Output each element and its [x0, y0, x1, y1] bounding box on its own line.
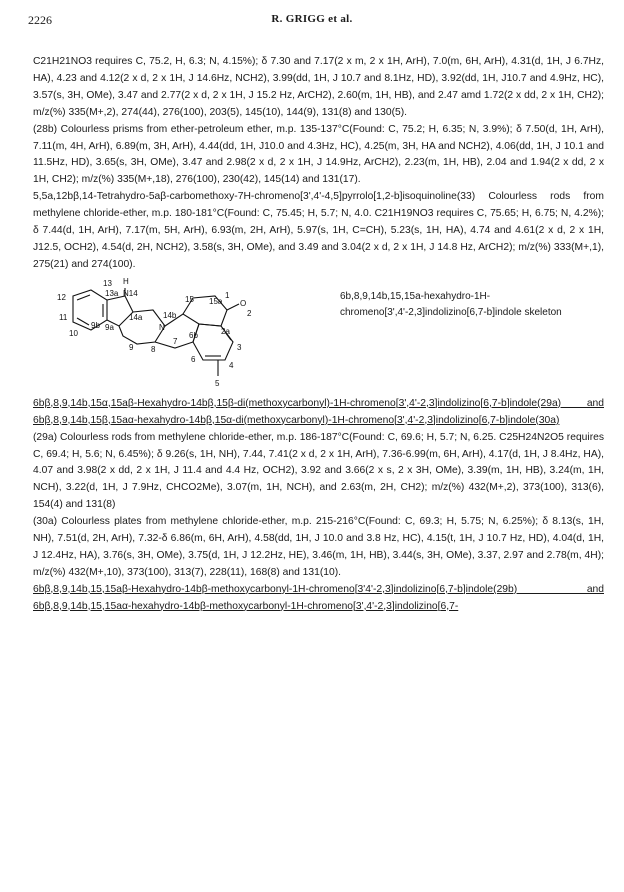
- heading-text: 6bβ,8,9,14b,15,15aβ-Hexahydro-14bβ-methoxycarbonyl-1H-chromeno[3'4'-2,3]indolizino[6,7-b]indole(29b) and 6bβ,8,9,14b,15,15aα-hexahydro-14bβ-methoxycarbonyl-1H-chromeno[3',4'-2,3]indolizino[6,7-: [33, 583, 604, 612]
- paragraph-text: (29a) Colourless rods from methylene chloride-ether, m.p. 186-187°C(Found: C, 69.6; H, 5.7; N, 6.25. C25H24N2O5 requires C, 69.4; H, 5.6; N, 6.45%); δ 9.26(s, 1H, NH), 7.44, 7.41(2 x d, 2 x 1H, ArH), 7.36-6.99(m, 6H, ArH), 4.17(d, 1H, J 8.4Hz, HA), 4.07 and 3.98(2 x dd, 2 x 1H, J 11.4 and 4.4 Hz, OCH2), 3.92 and 3.66(2 x s, 2 x 3H, OMe), 3.39(m, 1H, HB), 3.24(m, 1H, NCH), 3.22(d, 1H, J 7.9Hz, CHCO2Me), 3.07(m, 1H, NCH), and 2.63(m, 2H, CH2); m/z(%) 432(M+,2), 373(100), 313(6), 154(4) and 131(8): [33, 431, 604, 511]
- running-head-authors: R. GRIGG et al.: [271, 13, 353, 25]
- atom-label: 15: [185, 294, 194, 304]
- atom-label: 2: [247, 308, 252, 318]
- atom-label: 13a: [105, 288, 119, 298]
- paragraph-text: (30a) Colourless plates from methylene chloride-ether, m.p. 215-216°C(Found: C, 69.3; H, 5.75; N, 6.25%); δ 8.13(s, 1H, NH), 7.51(d, 2H, ArH), 7.32-δ 6.86(m, 6H, ArH), 4.58(dd, 1H, J 10.0 and 3.8 Hz, HC), 4.15(t, 1H, J 10.7 Hz, HD), 4.04(d, 1H, J 12.4Hz, HA), 3.76(s, 3H, OMe), 3.75(d, 1H, J 12.2Hz, HE), 3.46(m, 1H, HB), 3.44(s, 3H, OMe), 3.37, 2.97 and 2.78(m, 4H); m/z(%) 432(M+,10), 373(100), 313(7), 228(11), 168(8) and 131(10).: [33, 516, 604, 578]
- paragraph-text: 5,5a,12bβ,14-Tetrahydro-5aβ-carbomethoxy-7H-chromeno[3',4'-4,5]pyrrolo[1,2-b]isoquinoline(33) Colourless rods from methylene chloride-ether, m.p. 180-181°C(Found: C, 75.45; H, 5.7; N, 4.0. C21H19NO3 requires C, 75.65; H, 6.75; N, 4.2%); δ 7.44(d, 1H, ArH), 7.17(m, 5H, ArH), 6.93(m, 2H, ArH), 5.97(s, 1H, C=CH), 5.23(s, 1H, HA), 4.74 and 4.61(2 x d, 2 x 1H, J12.5, OCH2), 4.54(d, 2H, NCH2), 3.58(s, 3H, OMe), and 3.49 and 3.04(2 x d, 2 x 1H, J 14.8 Hz, ArCH2); m/z(%) 333(M+,1), 275(21) and 274(100).: [33, 191, 604, 270]
- atom-label: 9b: [91, 320, 100, 330]
- atom-label: 14b: [163, 310, 177, 320]
- paragraph-30a: [33, 514, 604, 582]
- heading-text: 6bβ,8,9,14b,15α,15aβ-Hexahydro-14bβ,15β-di(methoxycarbonyl)-1H-chromeno[3',4'-2,3]indolizino[6,7-b]indole(29a) and 6bβ,8,9,14b,15β,15aα-hexahydro-14bβ,15α-di(methoxycarbonyl)-1H-chromeno[3',4'-2,3]indolizino[6,7-b]indole(30a): [33, 397, 604, 426]
- atom-label: 13: [103, 278, 112, 288]
- atom-label: 5: [215, 378, 220, 388]
- atom-label: O: [240, 298, 247, 308]
- atom-label: N: [159, 322, 165, 332]
- paragraph-text: (28b) Colourless prisms from ether-petroleum ether, m.p. 135-137°C(Found: C, 75.2; H, 6.35; N, 3.9%); δ 7.50(d, 1H, ArH), 7.11(m, 4H, ArH), 6.89(m, 3H, ArH), 4.44(dd, 1H, J10.0 and 4.3Hz, HC), 4.25(m, 3H, HA and NCH2), 4.06(dd, 1H, J 10.1 and 11.5Hz, HD), 3.65(s, 3H, OMe), 3.47 and 2.98(2 x d, 2 x 1H, J 14.9Hz, ArCH2), 2.23(m, 1H, HB), 2.04 and 1.94(2 x dd, 2 x 1H, CH2); m/z(%) 335(M+,18), 276(100), 230(42), 145(14) and 131(17).: [33, 123, 604, 186]
- paragraph-28b: [33, 122, 604, 190]
- atom-label: 14a: [129, 312, 143, 322]
- atom-label: 8: [151, 344, 156, 354]
- paper-body: [33, 54, 604, 616]
- atom-label: 2a: [221, 326, 230, 336]
- atom-label: 6: [191, 354, 196, 364]
- atom-label: 12: [57, 292, 66, 302]
- paragraph-29a: [33, 430, 604, 515]
- atom-label: 9: [129, 342, 134, 352]
- atom-label: 9a: [105, 322, 114, 332]
- paragraph-compound-33: [33, 189, 604, 274]
- skeleton-atom-labels: [33, 276, 333, 388]
- atom-label: N14: [123, 288, 138, 298]
- atom-label: 10: [69, 328, 78, 338]
- page-number: 2226: [28, 13, 52, 27]
- atom-label: 7: [173, 336, 178, 346]
- atom-label: H: [123, 276, 129, 286]
- atom-label: 4: [229, 360, 234, 370]
- atom-label: 6b: [189, 330, 198, 340]
- structure-caption: 6b,8,9,14b,15,15a-hexahydro-1H-chromeno[3',4'-2,3]indolizino[6,7-b]indole skeleton: [340, 290, 562, 318]
- atom-label: 15a: [209, 296, 223, 306]
- paragraph-text: C21H21NO3 requires C, 75.2, H, 6.3; N, 4.15%); δ 7.30 and 7.17(2 x m, 2 x 1H, ArH), 7.0(m, 6H, ArH), 4.31(d, 1H, J 6.7Hz, HA), 4.23 and 4.12(2 x d, 2 x 1H, J 14.6Hz, NCH2), 3.99(dd, 1H, J 10.7 and 8.1Hz, HD), 3.92(dd, 1H, J10.7 and 4.9Hz, HC), 3.57(s, 3H, OMe), 3.47 and 2.77(2 x d, 2 x 1H, J 15.2 Hz, ArCH2), 2.60(m, 1H, HB), and 2.47 amd 1.72(2 x dd, 2 x 1H, CH2); m/z(%) 335(M+,2), 274(44), 276(100), 203(5), 145(10), 144(9), 131(8) and 130(5).: [33, 56, 604, 118]
- compound-heading-29a-30a: [33, 396, 604, 430]
- page-header: [28, 13, 596, 31]
- paragraph-28a-data: [33, 54, 604, 122]
- chemical-structure-figure: [33, 276, 604, 388]
- compound-heading-29b: [33, 582, 604, 616]
- atom-label: 3: [237, 342, 242, 352]
- atom-label: 1: [225, 290, 230, 300]
- atom-label: 11: [59, 312, 68, 322]
